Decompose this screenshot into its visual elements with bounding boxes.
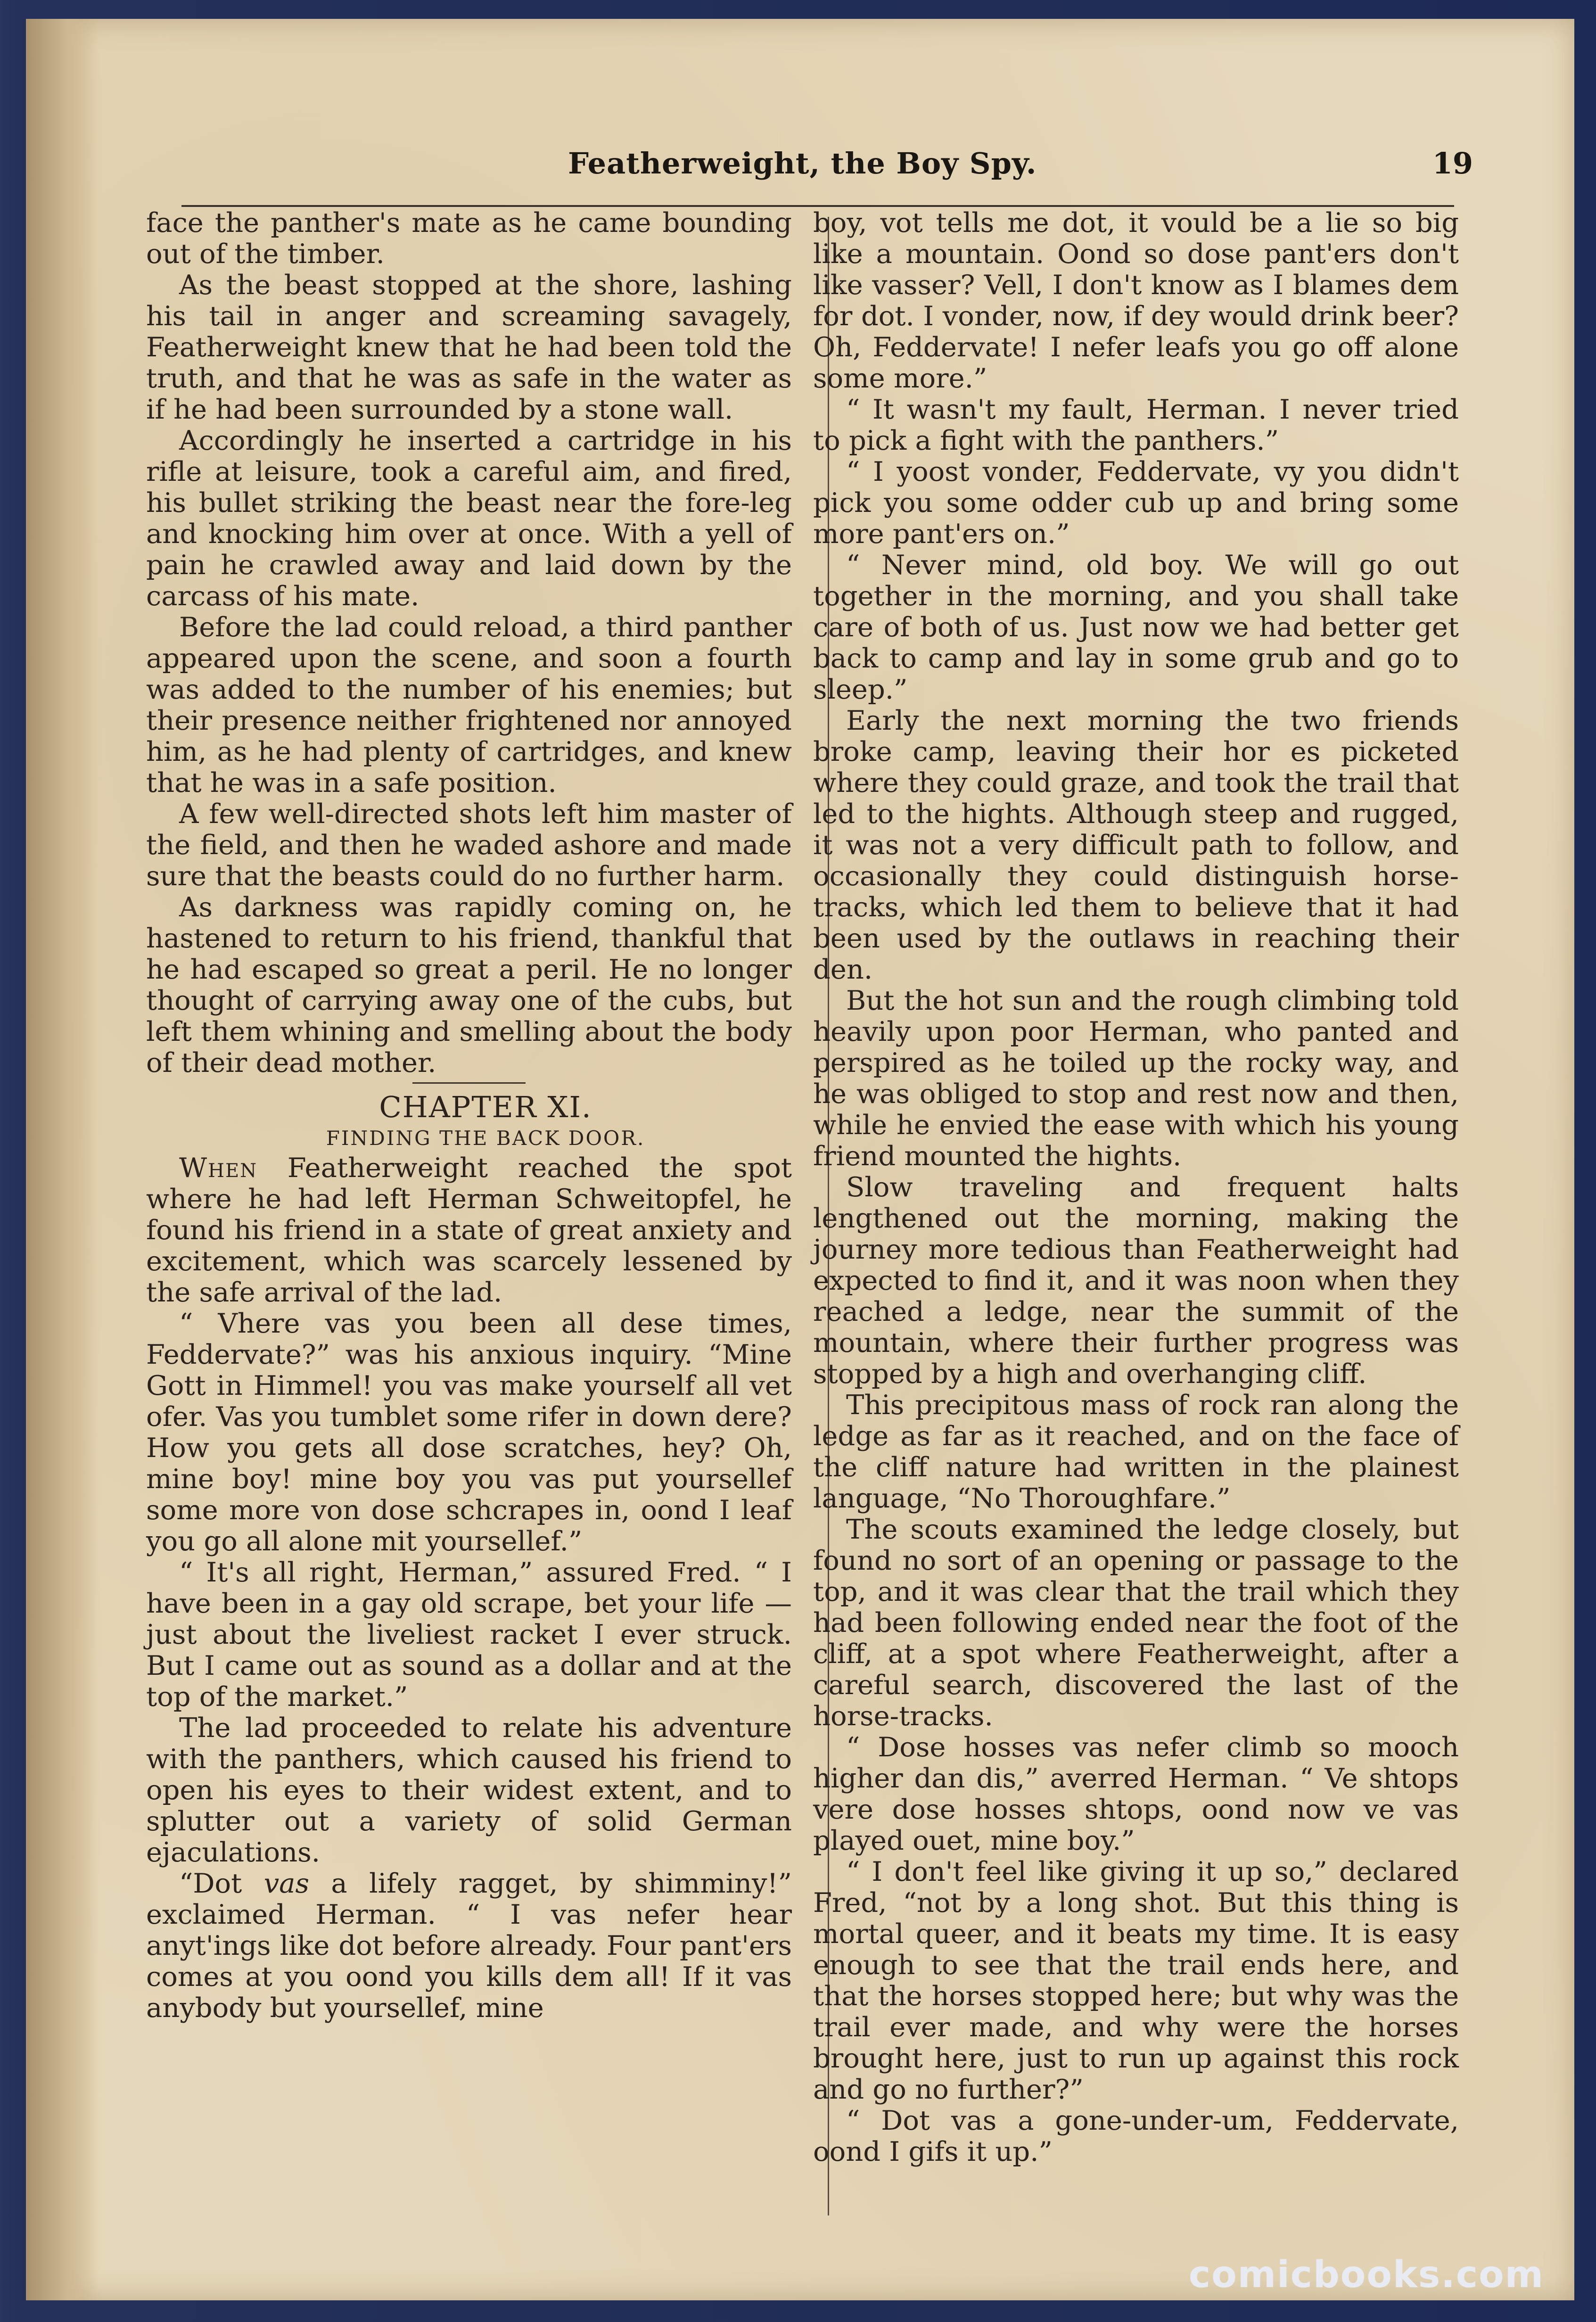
chapter-opening-word: When [179,1152,258,1184]
site-watermark: comicbooks.com [1188,2254,1544,2296]
paragraph-text: a lifely ragget, by shimminy!” exclaimed Herman. “ I vas nefer hear anyt'ings like dot before already. Four pant'ers comes at you oond you kills dem all! If it vas anybody but yoursellef, mine [146,1868,792,2024]
paragraph: “ It wasn't my fault, Herman. I never tried to pick a fight with the panthers.” [813,394,1459,456]
page-header [144,127,1473,212]
paragraph: “ It's all right, Herman,” assured Fred. “ I have been in a gay old scrape, bet your life —just about the liveliest racket I ever struck. But I came out as sound as a dollar and at the top of the market.” [146,1556,792,1713]
chapter-title: CHAPTER XI. [379,1090,592,1124]
paragraph: “ Vhere vas you been all dese times, Feddervate?” was his anxious inquiry. “Mine Gott in Himmel! you vas make yourself all vet ofer. Vas you tumblet some rifer in down dere? How you gets all dose scratches, hey? Oh, mine boy! mine boy you vas put yoursellef some more von dose schcrapes in, oond I leaf you go all alone mit yoursellef.” [146,1308,792,1557]
paragraph: A few well-directed shots left him master of the field, and then he waded ashore and made sure that the beasts could do no further harm. [146,798,792,892]
paragraph: As darkness was rapidly coming on, he hastened to return to his friend, thankful that he had escaped so great a peril. He no longer thought of carrying away one of the cubs, but left them whining and smelling about the body of their dead mother. [146,891,792,1079]
running-title: Featherweight, the Boy Spy. [568,146,1037,181]
paragraph-text: “Dot [179,1868,264,1899]
chapter-opening-paragraph [146,1153,792,1308]
paragraph: But the hot sun and the rough climbing told heavily upon poor Herman, who panted and perspired as he toiled up the rocky way, and he was obliged to stop and rest now and then, while he envied the ease with which his young friend mounted the hights. [813,985,1459,1172]
paragraph: “ I yoost vonder, Feddervate, vy you didn't pick you some odder cub up and bring some more pant'ers on.” [813,456,1459,550]
paragraph: face the panther's mate as he came bounding out of the timber. [146,207,792,270]
italic-word: vas [263,1868,309,1899]
paragraph: “ Dose hosses vas nefer climb so mooch higher dan dis,” averred Herman. “ Ve shtops vere dose hosses shtops, oond now ve vas played ouet, mine boy.” [813,1731,1459,1856]
right-column [813,207,1459,2167]
page-spine [26,19,97,2300]
paragraph: Early the next morning the two friends broke camp, leaving their hor es picketed where they could graze, and took the trail that led to the hights. Although steep and rugged, it was not a very difficult path to follow, and occasionally they could distinguish horse-tracks, which led them to believe that it had been used by the outlaws in reaching their den. [813,705,1459,985]
paragraph [146,1868,792,2024]
paragraph: “ Never mind, old boy. We will go out together in the morning, and you shall take care of both of us. Just now we had better get back to camp and lay in some grub and go to sleep.” [813,549,1459,705]
left-column [146,207,792,2024]
chapter-subtitle: FINDING THE BACK DOOR. [326,1127,645,1150]
paragraph: “ Dot vas a gone-under-um, Feddervate, oond I gifs it up.” [813,2105,1459,2167]
chapter-opening-text: Featherweight reached the spot where he had left Herman Schweitopfel, he found his friend in a state of great anxiety and excitement, which was scarcely lessened by the safe arrival of the lad. [146,1152,792,1308]
paragraph: “ I don't feel like giving it up so,” declared Fred, “not by a long shot. But this thing is mortal queer, and it beats my time. It is easy enough to see that the trail ends here, and that the horses stopped here; but why was the trail ever made, and why were the horses brought here, just to run up against this rock and go no further?” [813,1856,1459,2105]
paragraph: Accordingly he inserted a cartridge in his rifle at leisure, took a careful aim, and fired, his bullet striking the beast near the fore-leg and knocking him over at once. With a yell of pain he crawled away and laid down by the carcass of his mate. [146,425,792,612]
paragraph: This precipitous mass of rock ran along the ledge as far as it reached, and on the face of the cliff nature had written in the plainest language, “No Thoroughfare.” [813,1389,1459,1514]
paragraph: The scouts examined the ledge closely, but found no sort of an opening or passage to the top, and it was clear that the trail which they had been following ended near the foot of the cliff, at a spot where Featherweight, after a careful search, discovered the last of the horse-tracks. [813,1514,1459,1732]
chapter-rule [412,1082,526,1084]
paragraph: Before the lad could reload, a third panther appeared upon the scene, and soon a fourth was added to the number of his enemies; but their presence neither frightened nor annoyed him, as he had plenty of cartridges, and knew that he was in a safe position. [146,611,792,799]
page-number: 19 [1432,146,1473,181]
paragraph: As the beast stopped at the shore, lashing his tail in anger and screaming savagely, Featherweight knew that he had been told the truth, and that he was as safe in the water as if he had been surrounded by a stone wall. [146,269,792,425]
paragraph: Slow traveling and frequent halts lengthened out the morning, making the journey more tedious than Featherweight had expected to find it, and it was noon when they reached a ledge, near the summit of the mountain, where their further progress was stopped by a high and overhanging cliff. [813,1171,1459,1390]
paragraph: boy, vot tells me dot, it vould be a lie so big like a mountain. Oond so dose pant'ers don't like vasser? Vell, I don't know as I blames dem for dot. I vonder, now, if dey would drink beer? Oh, Feddervate! I nefer leafs you go off alone some more.” [813,207,1459,394]
paragraph: The lad proceeded to relate his adventure with the panthers, which caused his friend to open his eyes to their widest extent, and to splutter out a variety of solid German ejaculations. [146,1712,792,1868]
